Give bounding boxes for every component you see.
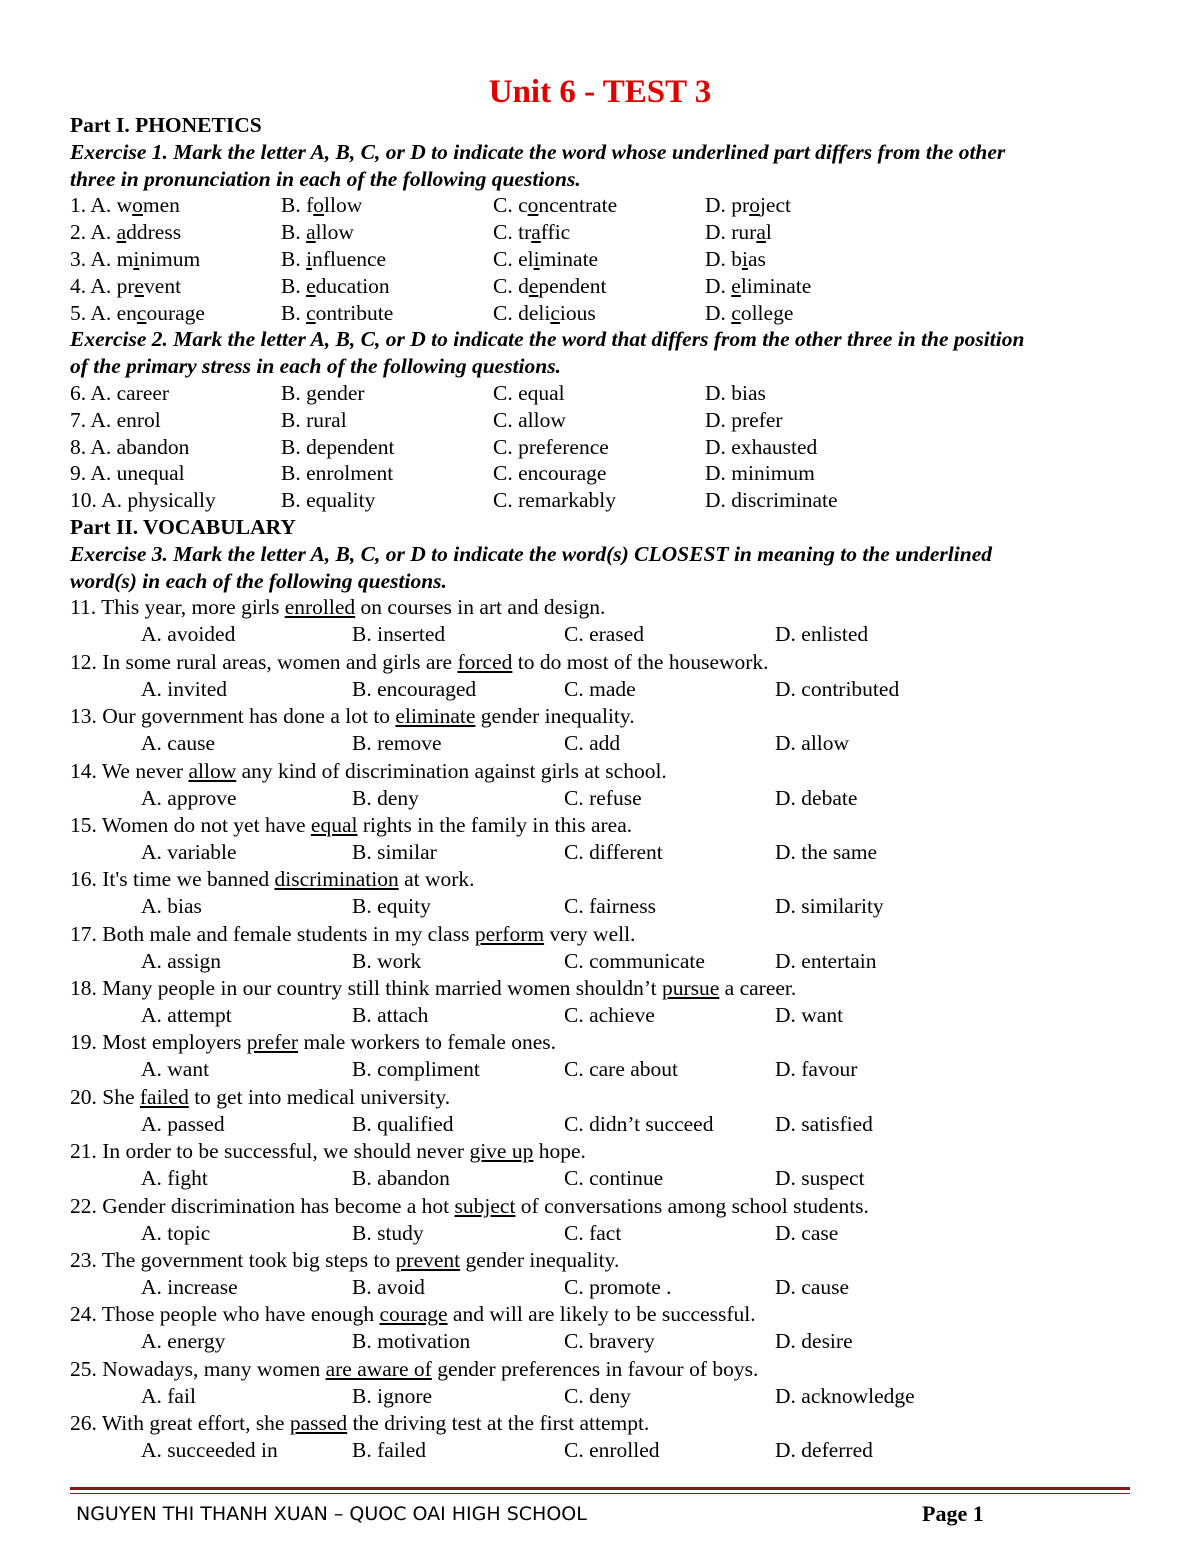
- answer-option: D. the same: [775, 839, 878, 864]
- answer-option: B. gender: [281, 380, 365, 405]
- question-text: 26. With great effort, she passed the driving test at the first attempt.: [70, 1411, 650, 1436]
- question-text: 24. Those people who have enough courage and will are likely to be successful.: [70, 1302, 756, 1327]
- exercise-1-instruction: Exercise 1. Mark the letter A, B, C, or D to indicate the word whose underlined part differs from the other: [70, 139, 1006, 164]
- answer-option: C. deny: [564, 1383, 631, 1408]
- answer-options: [70, 730, 1130, 757]
- question-text: 22. Gender discrimination has become a hot subject of conversations among school students.: [70, 1193, 869, 1218]
- answer-option: C. delicious: [493, 300, 596, 325]
- answer-options: [70, 948, 1130, 975]
- stress-question-row: [70, 460, 1130, 487]
- answer-option: B. rural: [281, 407, 347, 432]
- answer-option: A. approve: [141, 785, 237, 810]
- answer-option: A. bias: [141, 894, 202, 919]
- answer-option: C. refuse: [564, 785, 642, 810]
- answer-option: C. eliminate: [493, 246, 599, 271]
- answer-option: D. contributed: [775, 676, 900, 701]
- question-text: 18. Many people in our country still think married women shouldn’t pursue a career.: [70, 976, 797, 1001]
- underlined-word: allow: [188, 758, 237, 783]
- underlined-word: perform: [474, 921, 545, 946]
- answer-option: B. work: [352, 948, 422, 973]
- underlined-sound: a: [116, 220, 127, 245]
- answer-option: C. promote .: [564, 1275, 672, 1300]
- question-text: 20. She failed to get into medical university.: [70, 1084, 451, 1109]
- answer-option: B. follow: [281, 193, 363, 218]
- answer-option: B. attach: [352, 1003, 429, 1028]
- answer-option: D. prefer: [705, 407, 783, 432]
- underlined-sound: a: [306, 220, 316, 245]
- answer-option: A. assign: [141, 948, 222, 973]
- answer-option: B. remove: [352, 731, 442, 756]
- underlined-sound: i: [306, 246, 313, 271]
- answer-option: C. made: [564, 676, 636, 701]
- question-text: 19. Most employers prefer male workers to female ones.: [70, 1030, 557, 1055]
- question-text: 23. The government took big steps to prevent gender inequality.: [70, 1248, 620, 1273]
- underlined-sound: a: [756, 220, 766, 245]
- answer-option: B. enrolment: [281, 461, 394, 486]
- answer-option: B. study: [352, 1220, 424, 1245]
- phonetics-question-row: [70, 192, 1130, 219]
- answer-option: D. bias: [705, 246, 766, 271]
- answer-option: B. equity: [352, 894, 431, 919]
- answer-option: C. allow: [493, 407, 566, 432]
- underlined-sound: i: [133, 246, 140, 271]
- answer-option: 1. A. women: [70, 193, 180, 218]
- answer-option: D. discriminate: [705, 488, 838, 513]
- answer-option: D. want: [775, 1003, 844, 1028]
- underlined-word: subject: [454, 1193, 516, 1218]
- exercise-1-instruction-cont: three in pronunciation in each of the following questions.: [70, 166, 581, 191]
- underlined-word: equal: [310, 812, 358, 837]
- question-text: 13. Our government has done a lot to eliminate gender inequality.: [70, 704, 635, 729]
- answer-option: B. deny: [352, 785, 419, 810]
- phonetics-question-row: [70, 219, 1130, 246]
- question-text: 14. We never allow any kind of discrimination against girls at school.: [70, 758, 667, 783]
- underlined-sound: e: [731, 273, 741, 298]
- answer-option: 6. A. career: [70, 380, 170, 405]
- underlined-sound: i: [742, 246, 749, 271]
- answer-option: B. qualified: [352, 1111, 454, 1136]
- answer-option: A. attempt: [141, 1003, 232, 1028]
- answer-option: C. add: [564, 731, 621, 756]
- page-title: Unit 6 - TEST 3: [488, 74, 712, 110]
- answer-option: 5. A. encourage: [70, 300, 205, 325]
- footer-divider-thin: [70, 1493, 1130, 1494]
- underlined-word: passed: [289, 1411, 348, 1436]
- question-text: 21. In order to be successful, we should never give up hope.: [70, 1139, 586, 1164]
- answer-option: D. bias: [705, 380, 766, 405]
- answer-options: [70, 1328, 1130, 1355]
- answer-option: B. equality: [281, 488, 376, 513]
- underlined-sound: o: [749, 193, 760, 218]
- answer-option: D. similarity: [775, 894, 884, 919]
- phonetics-question-row: [70, 273, 1130, 300]
- answer-option: C. dependent: [493, 273, 607, 298]
- answer-option: 3. A. minimum: [70, 246, 201, 271]
- underlined-sound: o: [527, 193, 539, 218]
- answer-option: D. rural: [705, 220, 772, 245]
- answer-option: D. minimum: [705, 461, 815, 486]
- underlined-word: pursue: [661, 976, 720, 1001]
- answer-option: B. ignore: [352, 1383, 433, 1408]
- answer-option: D. acknowledge: [775, 1383, 915, 1408]
- underlined-sound: e: [528, 273, 539, 298]
- answer-option: D. favour: [775, 1057, 858, 1082]
- answer-option: 7. A. enrol: [70, 407, 161, 432]
- answer-option: A. cause: [141, 731, 216, 756]
- answer-option: B. contribute: [281, 300, 394, 325]
- underlined-word: discrimination: [274, 867, 399, 892]
- answer-option: A. topic: [141, 1220, 211, 1245]
- answer-option: D. cause: [775, 1275, 850, 1300]
- answer-option: D. case: [775, 1220, 839, 1245]
- answer-options: [70, 1056, 1130, 1083]
- answer-options: [70, 1274, 1130, 1301]
- answer-option: D. enlisted: [775, 622, 869, 647]
- answer-option: C. bravery: [564, 1329, 655, 1354]
- answer-option: D. suspect: [775, 1166, 865, 1191]
- answer-option: D. desire: [775, 1329, 853, 1354]
- underlined-word: give up: [469, 1139, 534, 1164]
- answer-options: [70, 893, 1130, 920]
- underlined-sound: c: [550, 300, 560, 325]
- answer-option: B. motivation: [352, 1329, 471, 1354]
- answer-option: A. variable: [141, 839, 237, 864]
- answer-options: [70, 1111, 1130, 1138]
- answer-option: D. satisfied: [775, 1111, 873, 1136]
- answer-option: A. increase: [141, 1275, 238, 1300]
- underlined-word: eliminate: [395, 704, 476, 729]
- exercise-3-instruction-cont: word(s) in each of the following questions.: [70, 568, 447, 593]
- answer-option: D. deferred: [775, 1438, 873, 1463]
- answer-option: D. college: [705, 300, 794, 325]
- answer-option: 4. A. prevent: [70, 273, 182, 298]
- answer-option: A. fight: [141, 1166, 208, 1191]
- answer-options: [70, 1165, 1130, 1192]
- answer-options: [70, 1220, 1130, 1247]
- answer-option: B. influence: [281, 246, 387, 271]
- stress-question-row: [70, 380, 1130, 407]
- answer-option: A. succeeded in: [141, 1438, 278, 1463]
- answer-option: C. remarkably: [493, 488, 616, 513]
- phonetics-question-row: [70, 300, 1130, 327]
- underlined-sound: c: [306, 300, 316, 325]
- question-text: 16. It's time we banned discrimination at work.: [70, 867, 475, 892]
- answer-option: D. entertain: [775, 948, 877, 973]
- footer-divider-thick: [70, 1487, 1130, 1490]
- underlined-sound: e: [134, 273, 145, 298]
- answer-option: D. exhausted: [705, 434, 818, 459]
- answer-option: D. debate: [775, 785, 858, 810]
- underlined-word: forced: [457, 649, 513, 674]
- answer-options: [70, 785, 1130, 812]
- answer-options: [70, 621, 1130, 648]
- test-content: [70, 112, 1130, 1465]
- underlined-sound: o: [132, 193, 143, 218]
- answer-option: A. want: [141, 1057, 210, 1082]
- answer-option: C. continue: [564, 1166, 664, 1191]
- answer-option: B. avoid: [352, 1275, 425, 1300]
- answer-option: C. communicate: [564, 948, 705, 973]
- answer-option: A. invited: [141, 676, 227, 701]
- answer-option: C. achieve: [564, 1003, 655, 1028]
- answer-options: [70, 1002, 1130, 1029]
- underlined-word: enrolled: [284, 595, 356, 620]
- stress-questions: [70, 380, 1130, 514]
- answer-option: C. different: [564, 839, 663, 864]
- underlined-word: prevent: [395, 1248, 461, 1273]
- answer-options: [70, 839, 1130, 866]
- answer-option: A. avoided: [141, 622, 236, 647]
- part-1-heading: Part I. PHONETICS: [70, 113, 262, 137]
- answer-option: B. allow: [281, 220, 354, 245]
- answer-option: B. similar: [352, 839, 437, 864]
- phonetics-questions: [70, 192, 1130, 326]
- answer-options: [70, 676, 1130, 703]
- answer-option: A. energy: [141, 1329, 226, 1354]
- answer-options: [70, 1437, 1130, 1464]
- answer-option: D. eliminate: [705, 273, 812, 298]
- exercise-2-instruction-cont: of the primary stress in each of the following questions.: [70, 354, 561, 379]
- answer-option: C. didn’t succeed: [564, 1111, 714, 1136]
- underlined-sound: c: [731, 300, 741, 325]
- answer-option: A. fail: [141, 1383, 196, 1408]
- answer-option: D. allow: [775, 731, 850, 756]
- underlined-sound: o: [313, 193, 324, 218]
- footer-author: NGUYEN THI THANH XUAN – QUOC OAI HIGH SCHOOL: [76, 1503, 587, 1525]
- answer-option: B. encouraged: [352, 676, 477, 701]
- answer-option: 2. A. address: [70, 220, 182, 245]
- answer-option: C. care about: [564, 1057, 679, 1082]
- answer-option: B. dependent: [281, 434, 395, 459]
- answer-option: A. passed: [141, 1111, 225, 1136]
- answer-option: B. inserted: [352, 622, 446, 647]
- answer-option: C. traffic: [493, 220, 571, 245]
- answer-option: C. erased: [564, 622, 644, 647]
- exercise-3-instruction: Exercise 3. Mark the letter A, B, C, or D to indicate the word(s) CLOSEST in meaning to the underlined: [70, 541, 992, 566]
- exercise-2-instruction: Exercise 2. Mark the letter A, B, C, or D to indicate the word that differs from the other three in the position: [70, 327, 1025, 352]
- answer-option: C. enrolled: [564, 1438, 660, 1463]
- underlined-sound: c: [136, 300, 147, 325]
- underlined-sound: e: [306, 273, 316, 298]
- phonetics-question-row: [70, 246, 1130, 273]
- footer-page-number: Page 1: [922, 1501, 984, 1526]
- answer-option: B. failed: [352, 1438, 427, 1463]
- answer-option: 9. A. unequal: [70, 461, 185, 486]
- answer-option: C. equal: [493, 380, 565, 405]
- question-text: 15. Women do not yet have equal rights in the family in this area.: [70, 812, 633, 837]
- underlined-sound: a: [531, 220, 541, 245]
- answer-option: B. compliment: [352, 1057, 480, 1082]
- question-text: 11. This year, more girls enrolled on courses in art and design.: [70, 595, 606, 620]
- answer-options: [70, 1383, 1130, 1410]
- question-text: 17. Both male and female students in my class perform very well.: [70, 921, 636, 946]
- answer-option: C. preference: [493, 434, 609, 459]
- stress-question-row: [70, 407, 1130, 434]
- vocabulary-questions: [70, 594, 1130, 1464]
- underlined-word: failed: [139, 1084, 189, 1109]
- answer-option: B. abandon: [352, 1166, 450, 1191]
- answer-option: C. concentrate: [493, 193, 618, 218]
- answer-option: B. education: [281, 273, 390, 298]
- question-text: 25. Nowadays, many women are aware of gender preferences in favour of boys.: [70, 1356, 759, 1381]
- answer-option: 8. A. abandon: [70, 434, 190, 459]
- underlined-word: courage: [379, 1302, 448, 1327]
- underlined-word: prefer: [246, 1030, 299, 1055]
- stress-question-row: [70, 487, 1130, 514]
- underlined-word: are aware of: [325, 1356, 432, 1381]
- stress-question-row: [70, 434, 1130, 461]
- question-text: 12. In some rural areas, women and girls are forced to do most of the housework.: [70, 649, 769, 674]
- answer-option: 10. A. physically: [70, 488, 216, 513]
- answer-option: C. encourage: [493, 461, 607, 486]
- answer-option: C. fact: [564, 1220, 622, 1245]
- underlined-sound: i: [533, 246, 540, 271]
- answer-option: D. project: [705, 193, 791, 218]
- part-2-heading: Part II. VOCABULARY: [70, 514, 296, 539]
- answer-option: C. fairness: [564, 894, 656, 919]
